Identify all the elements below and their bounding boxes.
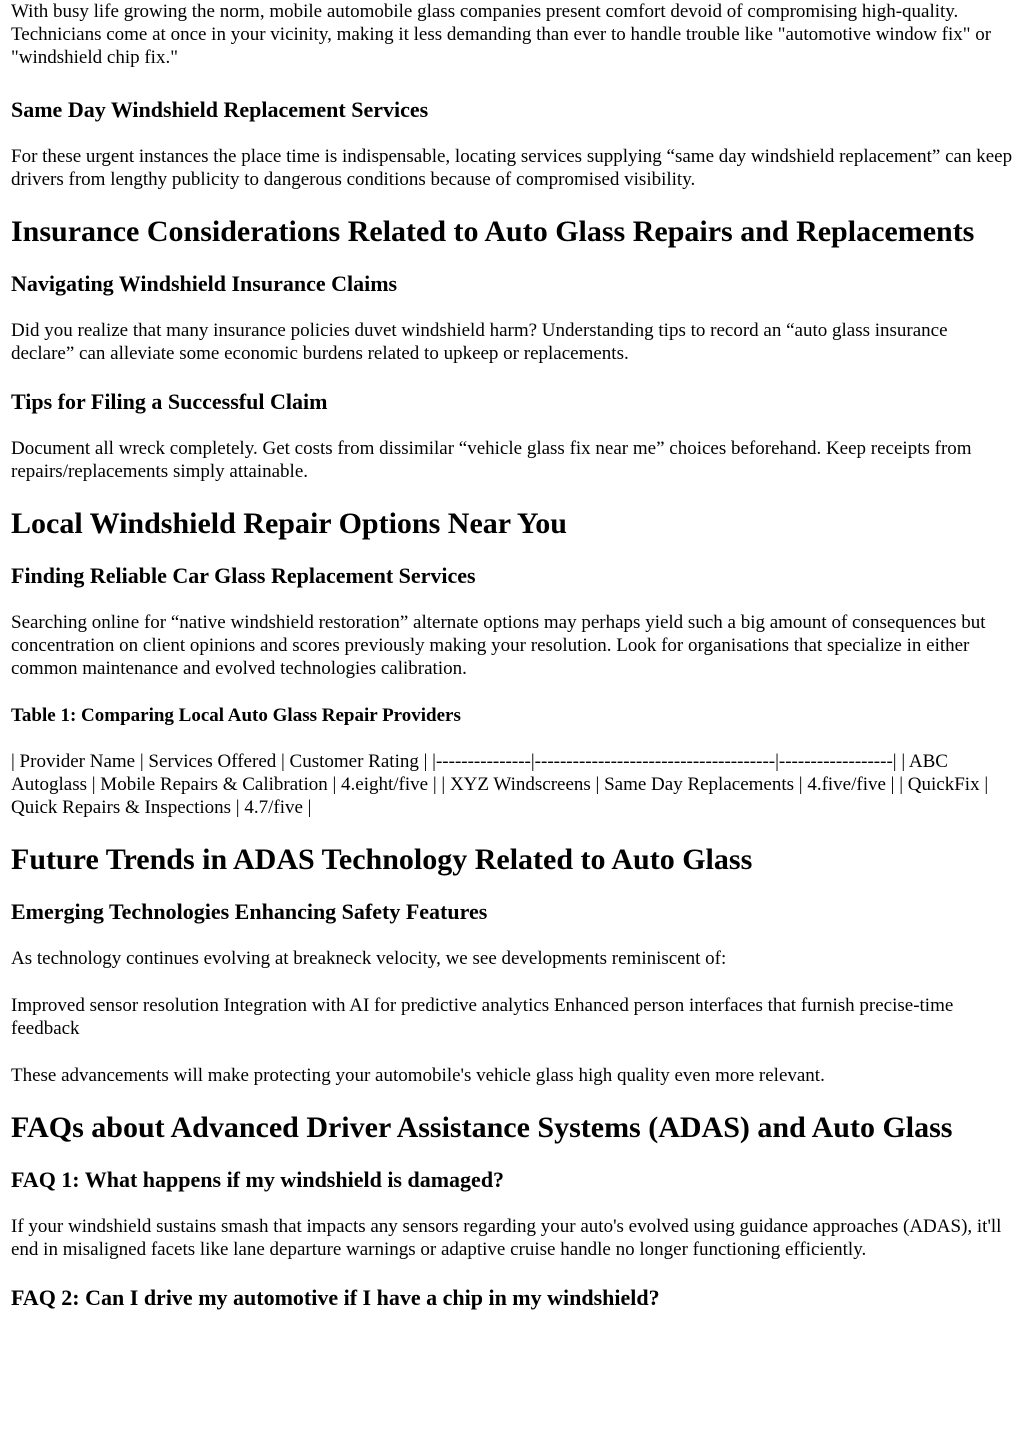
heading-future-trends: Future Trends in ADAS Technology Related to Auto Glass bbox=[11, 843, 753, 876]
heading-emerging: Emerging Technologies Enhancing Safety Features bbox=[11, 899, 488, 924]
heading-insurance: Insurance Considerations Related to Auto Glass Repairs and Replacements bbox=[11, 215, 975, 248]
intro-paragraph: With busy life growing the norm, mobile automobile glass companies present comfort devoid of compromising high-quality. Technicians come at once in your vicinity, making it less demanding than ever to handle trouble like "automotive window fix" or "windshield chip fix." bbox=[11, 1, 992, 68]
table-text: | Provider Name | Services Offered | Customer Rating | |---------------|--------------------------------------|------------------| | ABC Autoglass | Mobile Repairs & Calibration | 4.eight/five | | XYZ Windscreens | Same Day Replacements | 4.five/five | | QuickFix | Quick Repairs & Inspections | 4.7/five | bbox=[11, 751, 989, 818]
heading-local-repair: Local Windshield Repair Options Near You bbox=[11, 507, 567, 540]
tips-paragraph: Document all wreck completely. Get costs from dissimilar “vehicle glass fix near me” choices beforehand. Keep receipts from repairs/replacements simply attainable. bbox=[11, 438, 972, 482]
table-heading: Table 1: Comparing Local Auto Glass Repair Providers bbox=[11, 705, 461, 726]
heading-navigating-claims: Navigating Windshield Insurance Claims bbox=[11, 271, 398, 296]
same-day-paragraph: For these urgent instances the place time is indispensable, locating services supplying “same day windshield replacement” can keep drivers from lengthy publicity to dangerous conditions because of compromised visibility. bbox=[11, 146, 1013, 190]
heading-faq1: FAQ 1: What happens if my windshield is damaged? bbox=[11, 1167, 505, 1192]
heading-tips: Tips for Filing a Successful Claim bbox=[11, 389, 328, 414]
emerging-paragraph: As technology continues evolving at breakneck velocity, we see developments reminiscent of: bbox=[11, 948, 727, 969]
faq1-paragraph: If your windshield sustains smash that impacts any sensors regarding your auto's evolved using guidance approaches (ADAS), it'll end in misaligned facets like lane departure warnings or adaptive cruise handle no longer functioning efficiently. bbox=[11, 1216, 1002, 1260]
article bbox=[11, 0, 1013, 1311]
heading-finding-services: Finding Reliable Car Glass Replacement Services bbox=[11, 563, 476, 588]
heading-faq2: FAQ 2: Can I drive my automotive if I have a chip in my windshield? bbox=[11, 1285, 660, 1310]
heading-same-day: Same Day Windshield Replacement Services bbox=[11, 97, 429, 122]
heading-faqs: FAQs about Advanced Driver Assistance Systems (ADAS) and Auto Glass bbox=[11, 1111, 953, 1144]
navigating-paragraph: Did you realize that many insurance policies duvet windshield harm? Understanding tips to record an “auto glass insurance declare” can alleviate some economic burdens related to upkeep or replacements. bbox=[11, 320, 948, 364]
list-paragraph: Improved sensor resolution Integration with AI for predictive analytics Enhanced person interfaces that furnish precise-time feedback bbox=[11, 995, 954, 1039]
finding-paragraph: Searching online for “native windshield restoration” alternate options may perhaps yield such a big amount of consequences but concentration on client opinions and scores previously making your resolution. Look for organisations that specialize in either common maintenance and evolved technologies calibration. bbox=[11, 612, 986, 679]
advancements-paragraph: These advancements will make protecting your automobile's vehicle glass high quality even more relevant. bbox=[11, 1065, 825, 1086]
